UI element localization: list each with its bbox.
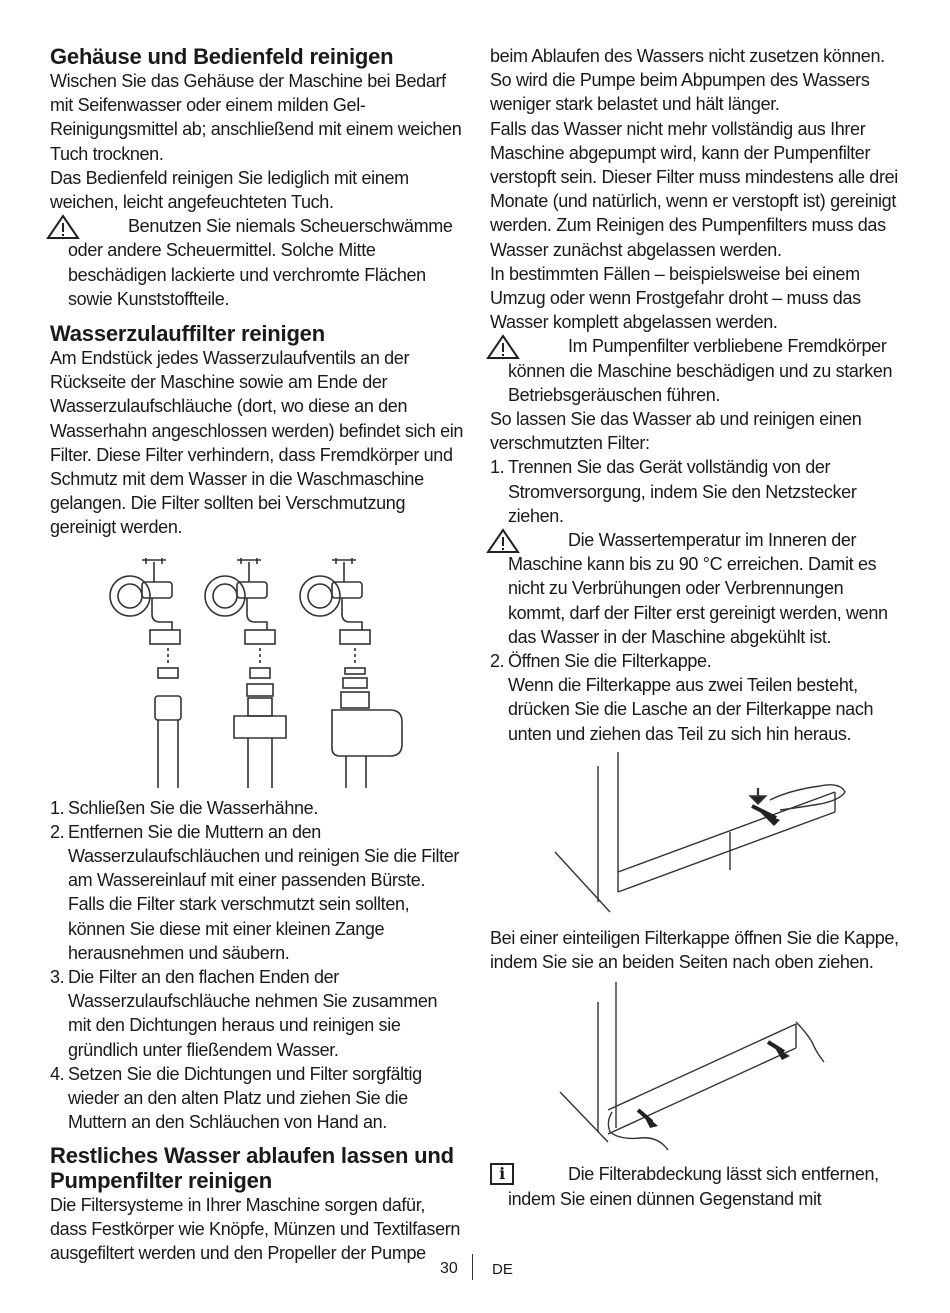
warning-text: Die Wassertemperatur im Inneren der Maschine kann bis zu 90 °C erreichen. Damit es nicht zu Verbrühungen oder Verbrennungen kommt, darf der Filter erst gereinigt werden, wenn das Wasser in der Maschine abgekühlt ist. bbox=[508, 530, 888, 647]
heading-housing-cleaning: Gehäuse und Bedienfeld reinigen bbox=[50, 44, 394, 69]
info-text: Die Filterabdeckung lässt sich entfernen, indem Sie einen dünnen Gegenstand mit bbox=[508, 1164, 879, 1209]
heading-inlet-filter: Wasserzulauffilter reinigen bbox=[50, 321, 325, 347]
paragraph: So lassen Sie das Wasser ab und reinigen einen verschmutzten Filter: bbox=[490, 409, 862, 454]
info-icon: i bbox=[490, 1163, 514, 1185]
heading-pump-filter: Restliches Wasser ablaufen lassen und Pumpenfilter reinigen bbox=[50, 1142, 454, 1193]
info-note bbox=[490, 1162, 902, 1210]
warning-icon bbox=[486, 334, 520, 360]
warning-icon bbox=[46, 214, 80, 240]
list-item: 1. Trennen Sie das Gerät vollständig von der Stromversorgung, indem Sie den Netzstecker ziehen. bbox=[490, 457, 857, 526]
paragraph: beim Ablaufen des Wassers nicht zusetzen können. So wird die Pumpe beim Abpumpen des Wassers weniger stark belastet und hält länger. bbox=[490, 46, 885, 115]
list-item: 4. Setzen Sie die Dichtungen und Filter sorgfältig wieder an den alten Platz und ziehen Sie die Muttern an den Schläuchen von Hand an. bbox=[50, 1063, 422, 1133]
two-part-filter-cap-illustration bbox=[490, 752, 902, 922]
paragraph: Wischen Sie das Gehäuse der Maschine bei Bedarf mit Seifenwasser oder einem milden Gel-Reinigungsmittel ab; anschließend mit einem weichen Tuch trocknen. bbox=[50, 71, 462, 164]
list-item: 2. Entfernen Sie die Muttern an den Wasserzulaufschläuchen und reinigen Sie die Filter am Wassereinlauf mit einer passenden Bürste. Falls die Filter stark verschmutzt sein sollten, können Sie diese mit einer kleinen Zange herausnehmen und säubern. bbox=[50, 821, 460, 963]
list-item: 2. Öffnen Sie die Filterkappe. bbox=[490, 651, 712, 672]
footer-divider bbox=[472, 1254, 473, 1280]
warning-icon bbox=[486, 528, 520, 554]
paragraph: Bei einer einteiligen Filterkappe öffnen Sie die Kappe, indem Sie sie an beiden Seiten nach oben ziehen. bbox=[490, 927, 899, 973]
right-column bbox=[490, 44, 902, 1211]
paragraph: Wenn die Filterkappe aus zwei Teilen besteht, drücken Sie die Lasche an der Filterkappe nach unten und ziehen das Teil zu sich hin heraus. bbox=[508, 675, 874, 744]
paragraph: In bestimmten Fällen – beispielsweise bei einem Umzug oder wenn Frostgefahr droht – muss das Wasser komplett abgelassen werden. bbox=[490, 263, 861, 333]
paragraph: Falls das Wasser nicht mehr vollständig aus Ihrer Maschine abgepumpt wird, kann der Pumpenfilter verstopft sein. Dieser Filter muss mindestens alle drei Monate (und natürlich, wenn er verstopft ist) gereinigt werden. Zum Reinigen des Pumpenfilters muss das Wasser zunächst abgelassen werden. bbox=[490, 118, 898, 260]
warning-note bbox=[490, 528, 902, 649]
left-column bbox=[50, 44, 464, 1265]
page-number: 30 bbox=[440, 1260, 458, 1277]
language-code: DE bbox=[492, 1261, 513, 1278]
paragraph: Am Endstück jedes Wasserzulaufventils an der Rückseite der Maschine sowie am Ende der Wasserzulaufschläuche (dort, wo diese an den Wasserhahn angeschlossen werden) befindet sich ein Filter. Diese Filter verhindern, dass Fremdkörper und Schmutz mit dem Wasser in die Waschmaschine gelangen. Die Filter sollten bei Verschmutzung gereinigt werden. bbox=[50, 348, 464, 538]
warning-note bbox=[490, 334, 902, 407]
warning-note bbox=[50, 214, 464, 311]
paragraph: Das Bedienfeld reinigen Sie lediglich mit einem weichen, leicht angefeuchteten Tuch. bbox=[50, 167, 409, 213]
paragraph: Die Filtersysteme in Ihrer Maschine sorgen dafür, dass Festkörper wie Knöpfe, Münzen und Textilfasern ausgefiltert werden und den Propeller der Pumpe bbox=[50, 1194, 461, 1263]
list-item: 1. Schließen Sie die Wasserhähne. bbox=[50, 797, 318, 818]
warning-text: Im Pumpenfilter verbliebene Fremdkörper können die Maschine beschädigen und zu starken Betriebsgeräuschen führen. bbox=[508, 336, 893, 405]
warning-text: Benutzen Sie niemals Scheuerschwämme oder andere Scheuermittel. Solche Mitte beschädigen lackierte und verchromte Flächen sowie Kunststoffteile. bbox=[68, 216, 453, 309]
one-part-filter-cap-illustration bbox=[490, 982, 902, 1152]
list-item: 3. Die Filter an den flachen Enden der Wasserzulaufschläuche nehmen Sie zusammen mit den Dichtungen heraus und reinigen sie gründlich unter fließendem Wasser. bbox=[50, 967, 438, 1060]
inlet-filter-illustration bbox=[50, 548, 464, 788]
